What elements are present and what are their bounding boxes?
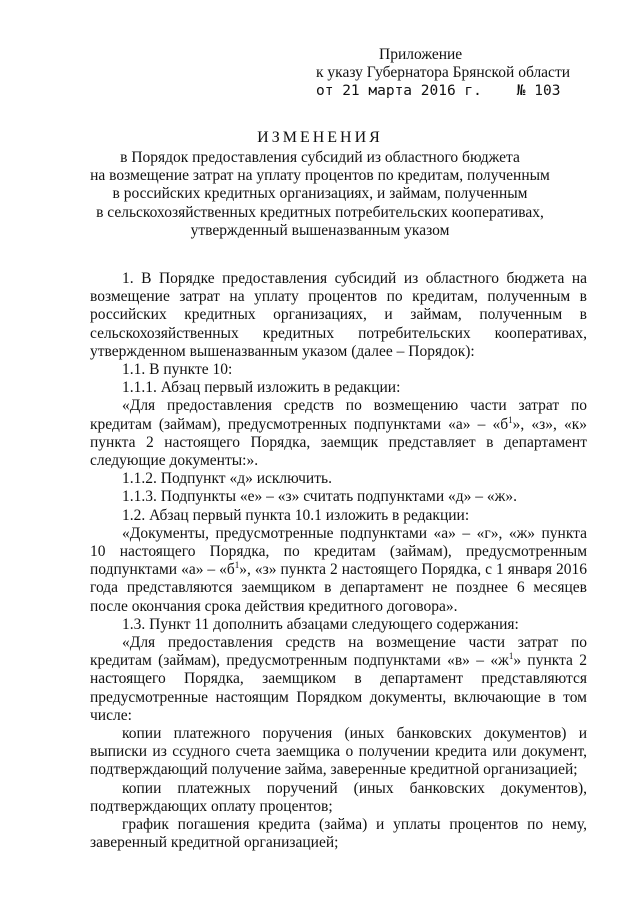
paragraph-1: 1. В Порядке предоставления субсидий из областного бюджета на возмещение затрат на уплату процентов по кредитам, полученным в российских кредитных организациях, и займам, полученным в сельскохозяйственных кредитных потребительских кооперативах, утвержденном вышеназванным указом (далее – Порядок):	[90, 270, 587, 360]
appendix-date-number: от 21 марта 2016 г. № 103	[316, 83, 561, 99]
paragraph-1-1: 1.1. В пункте 10:	[122, 361, 233, 379]
subtitle-line: в Порядок предоставления субсидий из областного бюджета	[120, 149, 520, 166]
subtitle-line: в сельскохозяйственных кредитных потребительских кооперативах,	[96, 203, 544, 221]
paragraph-item-copies: копии платежного поручения (иных банковских документов) и выписки из ссудного счета заемщика о получении кредита или документ, подтверждающий получение займа, заверенные кредитной организацией;	[90, 725, 587, 779]
paragraph-1-1-1: 1.1.1. Абзац первый изложить в редакции:	[122, 379, 401, 397]
superscript: 1	[234, 560, 240, 571]
paragraph-1-2: 1.2. Абзац первый пункта 10.1 изложить в редакции:	[122, 506, 470, 524]
subtitle-line: в российских кредитных организациях, и займам, полученным	[112, 185, 528, 203]
paragraph-1-1-3: 1.1.3. Подпункты «е» – «з» считать подпунктами «д» – «ж».	[122, 488, 518, 506]
paragraph-1-3: 1.3. Пункт 11 дополнить абзацами следующего содержания:	[122, 615, 519, 633]
paragraph-item-schedule: график погашения кредита (займа) и уплаты процентов по нему, заверенный кредитной организацией;	[90, 816, 587, 852]
paragraph-quote-2	[90, 525, 587, 616]
paragraph-quote-1	[90, 397, 587, 470]
appendix-decree: к указу Губернатора Брянской области	[316, 64, 571, 81]
superscript: 1	[508, 651, 514, 662]
appendix-label: Приложение	[379, 46, 463, 63]
superscript: 1	[508, 414, 513, 425]
text-part: », «з» пункта 2 настоящего Порядка, с 1 января 2016 года представляются заемщиком в департамент не позднее 6 месяцев после окончания срока действия кредитного договора».	[90, 561, 587, 615]
document-title: ИЗМЕНЕНИЯ	[257, 129, 383, 146]
appendix-header	[316, 46, 570, 100]
text-part: «Документы, предусмотренные подпунктами «а» – «г», «ж» пункта 10 настоящего Порядка, по кредитам (займам), предусмотренным подпунктами «а» – «б	[90, 524, 587, 579]
subtitle-line: на возмещение затрат на уплату процентов по кредитам, полученным	[90, 167, 550, 185]
text-part: » пункта 2 настоящего Порядка, заемщиком в департамент представляются предусмотренные настоящим Порядком документы, включающие в том числе:	[90, 652, 587, 724]
text-part: «Для предоставления средств по возмещению части затрат по кредитам (займам), предусмотренных подпунктами «а» – «б	[90, 397, 587, 433]
document-subtitle	[60, 149, 580, 240]
subtitle-line: утвержденный вышеназванным указом	[190, 221, 450, 239]
document-body	[90, 270, 587, 853]
paragraph-item-payments: копии платежных поручений (иных банковских документов), подтверждающих оплату процентов;	[90, 779, 587, 815]
text-part: «Для предоставления средств на возмещение части затрат по кредитам (займам), предусмотренным подпунктами «в» – «ж	[90, 634, 587, 670]
paragraph-1-1-2: 1.1.2. Подпункт «д» исключить.	[122, 470, 332, 488]
text-part: », «з», «к» пункта 2 настоящего Порядка, заемщик представляет в департамент следующие документы:».	[90, 415, 587, 470]
paragraph-quote-3	[90, 634, 587, 725]
